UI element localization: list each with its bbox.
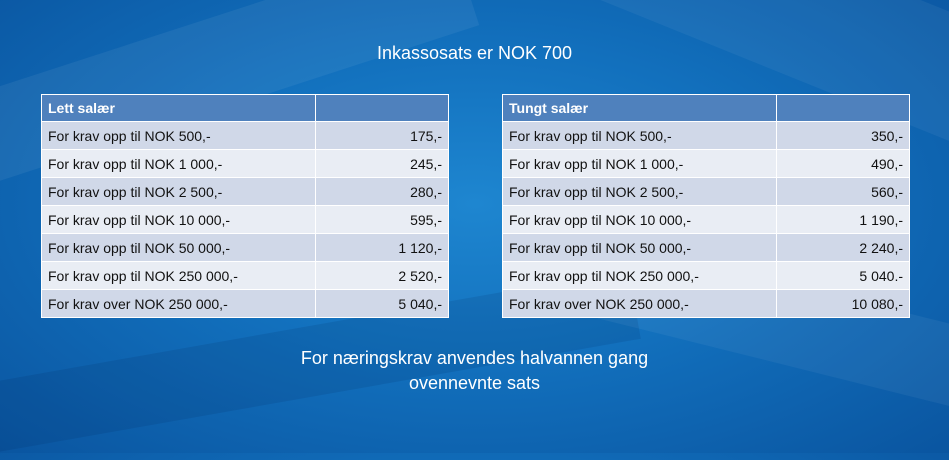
- row-label: For krav over NOK 250 000,-: [42, 290, 316, 318]
- footer-line: For næringskrav anvendes halvannen gang: [300, 348, 649, 368]
- row-amount: 1 190,-: [777, 206, 910, 234]
- row-amount: 2 240,-: [777, 234, 910, 262]
- table-row: [42, 234, 449, 262]
- row-amount: 350,-: [777, 122, 910, 150]
- tungt-salaer-table: [502, 94, 910, 318]
- row-amount: 10 080,-: [777, 290, 910, 318]
- table-row: [503, 234, 910, 262]
- row-amount: 1 120,-: [316, 234, 449, 262]
- row-label: For krav opp til NOK 1 000,-: [503, 150, 777, 178]
- row-amount: 280,-: [316, 178, 449, 206]
- table-header-row: [503, 95, 910, 122]
- row-label: For krav opp til NOK 2 500,-: [503, 178, 777, 206]
- table-header-empty: [777, 95, 910, 122]
- row-amount: 595,-: [316, 206, 449, 234]
- table-row: [42, 178, 449, 206]
- row-label: For krav opp til NOK 50 000,-: [503, 234, 777, 262]
- row-label: For krav opp til NOK 10 000,-: [503, 206, 777, 234]
- table-row: [42, 290, 449, 318]
- row-amount: 175,-: [316, 122, 449, 150]
- footer-line: ovennevnte sats: [408, 373, 541, 393]
- table-header-empty: [316, 95, 449, 122]
- row-amount: 560,-: [777, 178, 910, 206]
- row-amount: 5 040,-: [316, 290, 449, 318]
- row-label: For krav opp til NOK 500,-: [42, 122, 316, 150]
- table-row: [503, 122, 910, 150]
- row-label: For krav opp til NOK 10 000,-: [42, 206, 316, 234]
- row-amount: 245,-: [316, 150, 449, 178]
- row-label: For krav over NOK 250 000,-: [503, 290, 777, 318]
- table-header-row: [42, 95, 449, 122]
- table-row: [42, 150, 449, 178]
- table-row: [42, 206, 449, 234]
- table-row: [42, 122, 449, 150]
- table-row: [503, 262, 910, 290]
- row-label: For krav opp til NOK 250 000,-: [503, 262, 777, 290]
- row-amount: 5 040.-: [777, 262, 910, 290]
- row-label: For krav opp til NOK 1 000,-: [42, 150, 316, 178]
- row-label: For krav opp til NOK 2 500,-: [42, 178, 316, 206]
- lett-salaer-table: [41, 94, 449, 318]
- row-label: For krav opp til NOK 250 000,-: [42, 262, 316, 290]
- row-label: For krav opp til NOK 50 000,-: [42, 234, 316, 262]
- table-row: [503, 150, 910, 178]
- table-row: [503, 178, 910, 206]
- table-header-label: Lett salær: [42, 95, 316, 122]
- table-row: [503, 206, 910, 234]
- row-amount: 490,-: [777, 150, 910, 178]
- row-amount: 2 520,-: [316, 262, 449, 290]
- row-label: For krav opp til NOK 500,-: [503, 122, 777, 150]
- table-row: [503, 290, 910, 318]
- table-header-label: Tungt salær: [503, 95, 777, 122]
- slide-title: Inkassosats er NOK 700: [376, 43, 573, 63]
- table-row: [42, 262, 449, 290]
- footer-note: [0, 346, 949, 396]
